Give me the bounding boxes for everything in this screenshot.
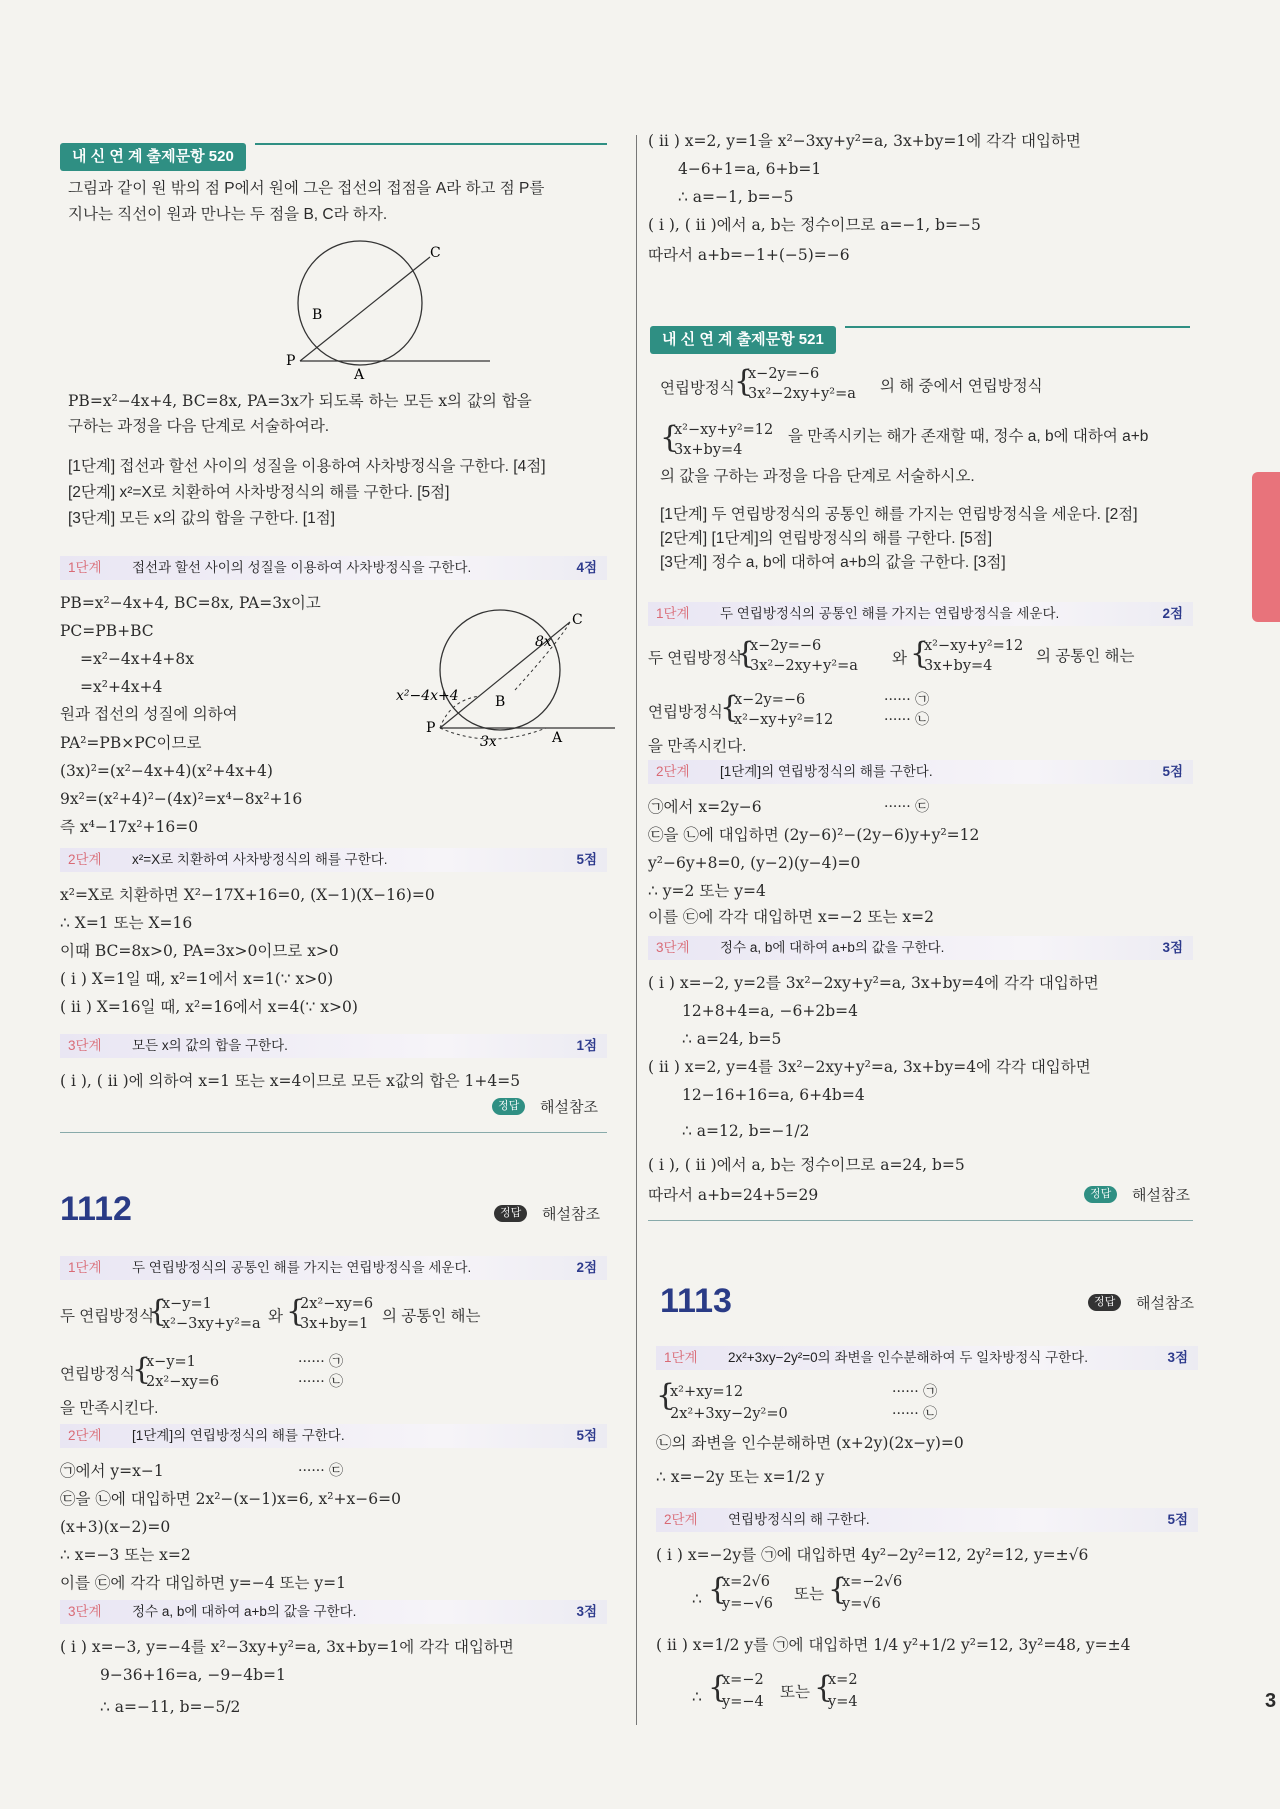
solution-line: ∴ a=−11, b=−5/2	[100, 1698, 241, 1716]
section-rule	[648, 1220, 1193, 1221]
brace: {	[734, 364, 754, 399]
step-points: 5점	[1167, 1512, 1188, 1527]
solution-line: ( ii ) X=16일 때, x²=16에서 x=4(∵ x>0)	[60, 998, 358, 1016]
step-text: 모든 x의 값의 합을 구한다.	[132, 1038, 288, 1053]
header-rule	[255, 143, 607, 145]
system-label: 연립방정식	[648, 704, 723, 721]
step-2-bar	[656, 1508, 1198, 1532]
solution-line: 즉 x⁴−17x²+16=0	[60, 818, 199, 836]
solution-line: PC=PB+BC	[60, 622, 154, 640]
eq-mark: ······ ㉠	[298, 1354, 344, 1370]
solution-line: ( ii ) x=2, y=4를 3x²−2xy+y²=a, 3x+by=4에 각각 대입하면	[648, 1058, 1091, 1076]
solution-line: ㉠에서 y=x−1	[60, 1462, 164, 1480]
solution-line: 따라서 a+b=−1+(−5)=−6	[648, 246, 850, 264]
answer-eq: x=2	[828, 1672, 858, 1688]
criteria-item: [2단계] x²=X로 치환하여 사차방정식의 해를 구한다. [5점]	[68, 484, 450, 501]
answer-badge: 정답	[1088, 1294, 1121, 1311]
brace: {	[708, 1670, 728, 1705]
step-2-bar	[60, 1424, 607, 1448]
brace: {	[132, 1352, 152, 1387]
solution-line: ㉠에서 x=2y−6	[648, 798, 762, 816]
criteria-item: [1단계] 접선과 할선 사이의 성질을 이용하여 사차방정식을 구한다. [4점]	[68, 458, 546, 475]
step-text: 정수 a, b에 대하여 a+b의 값을 구한다.	[720, 940, 945, 955]
label-3x: 3x	[480, 734, 497, 750]
solution-line: ∴ x=−3 또는 x=2	[60, 1546, 191, 1564]
step-tag: 2단계	[68, 852, 102, 867]
eq-mark: ······ ㉢	[884, 799, 930, 815]
brace: {	[148, 1294, 168, 1329]
solution-line: 따라서 a+b=24+5=29	[648, 1186, 819, 1204]
brace: {	[286, 1294, 306, 1329]
step-tag: 2단계	[68, 1428, 102, 1443]
eq-mark: ······ ㉡	[884, 712, 930, 728]
system-eq: x−2y=−6	[734, 692, 806, 708]
step-text: 두 연립방정식의 공통인 해를 가지는 연립방정식을 세운다.	[720, 606, 1060, 621]
solution-line: =x²−4x+4+8x	[80, 650, 194, 668]
system-eq: x²−xy+y²=12	[924, 638, 1024, 654]
eq-mark: ······ ㉡	[892, 1406, 938, 1422]
common-text: 의 공통인 해는	[1036, 648, 1135, 665]
label-a: A	[354, 367, 365, 383]
step-tag: 1단계	[68, 1260, 102, 1275]
solution-line: ∴ x=−2y 또는 x=1/2 y	[656, 1468, 825, 1486]
solution-line: PB=x²−4x+4, BC=8x, PA=3x이고	[60, 594, 321, 612]
problem-text: 의 값을 구하는 과정을 다음 단계로 서술하시오.	[660, 468, 975, 485]
system-eq: x−2y=−6	[748, 366, 820, 382]
step-points: 4점	[576, 560, 597, 575]
step-points: 3점	[1167, 1350, 1188, 1365]
answer-eq: x=−2	[722, 1672, 764, 1688]
answer-ref: 해설참조	[1132, 1187, 1190, 1204]
solution-line: 원과 접선의 성질에 의하여	[60, 706, 238, 723]
system-eq: x−y=1	[162, 1296, 212, 1312]
solution-line: (3x)²=(x²−4x+4)(x²+4x+4)	[60, 762, 273, 780]
solution-line: 12−16+16=a, 6+4b=4	[682, 1086, 865, 1104]
brace: {	[736, 636, 756, 671]
criteria-item: [3단계] 모든 x의 값의 합을 구한다. [1점]	[68, 510, 336, 527]
system-eq: 2x²−xy=6	[146, 1374, 220, 1390]
system-eq: 3x²−2xy+y²=a	[750, 658, 858, 674]
step-3-bar	[60, 1600, 607, 1624]
system-eq: 3x+by=1	[300, 1316, 369, 1332]
solution-line: ㉡의 좌변을 인수분해하면 (x+2y)(2x−y)=0	[656, 1434, 964, 1452]
solution-line: 이때 BC=8x>0, PA=3x>0이므로 x>0	[60, 942, 339, 960]
solution-line: ( i ) x=−2y를 ㉠에 대입하면 4y²−2y²=12, 2y²=12, y=±√6	[656, 1546, 1089, 1564]
system-eq: 3x+by=4	[924, 658, 993, 674]
system-intro: 두 연립방정식	[648, 650, 743, 667]
solution-line: ( i ), ( ii )에 의하여 x=1 또는 x=4이므로 모든 x값의 합은 1+4=5	[60, 1072, 521, 1090]
solution-line: =x²+4x+4	[80, 678, 163, 696]
solution-line: 4−6+1=a, 6+b=1	[678, 160, 822, 178]
system-eq: 3x+by=4	[674, 442, 743, 458]
step-points: 3점	[1162, 940, 1183, 955]
step-2-bar	[648, 760, 1193, 784]
solution-line: 9−36+16=a, −9−4b=1	[100, 1666, 286, 1684]
system-eq: x²−3xy+y²=a	[162, 1316, 261, 1332]
label-c: C	[430, 245, 441, 261]
solution-line: ∴ X=1 또는 X=16	[60, 914, 193, 932]
answer-eq: y=√6	[842, 1596, 881, 1612]
system-label: 연립방정식	[60, 1366, 135, 1383]
label-pb: x²−4x+4	[396, 688, 459, 704]
wa-text: 와	[892, 650, 907, 667]
solution-line: (x+3)(x−2)=0	[60, 1518, 171, 1536]
step-text: 정수 a, b에 대하여 a+b의 값을 구한다.	[132, 1604, 357, 1619]
or-text: 또는	[780, 1684, 810, 1701]
system-eq: x²−xy+y²=12	[674, 422, 774, 438]
step-1-bar	[60, 1256, 607, 1280]
eq-mark: ······ ㉠	[892, 1384, 938, 1400]
solution-line: 이를 ㉢에 각각 대입하면 x=−2 또는 x=2	[648, 908, 934, 926]
system-eq: x−2y=−6	[750, 638, 822, 654]
therefore: ∴	[692, 1688, 702, 1706]
step-tag: 2단계	[664, 1512, 698, 1527]
criteria-item: [3단계] 정수 a, b에 대하여 a+b의 값을 구한다. [3점]	[660, 554, 1006, 571]
brace: {	[660, 420, 680, 455]
brace: {	[814, 1670, 834, 1705]
solution-line: ∴ a=12, b=−1/2	[682, 1122, 810, 1140]
step-text: [1단계]의 연립방정식의 해를 구한다.	[132, 1428, 345, 1443]
label-p: P	[286, 353, 296, 369]
eq-mark: ······ ㉡	[298, 1374, 344, 1390]
brace: {	[656, 1378, 676, 1413]
solution-line: 12+8+4=a, −6+2b=4	[682, 1002, 858, 1020]
step-2-bar	[60, 848, 607, 872]
solution-line: 이를 ㉢에 각각 대입하면 y=−4 또는 y=1	[60, 1574, 346, 1592]
condition-text: PB=x²−4x+4, BC=8x, PA=3x가 되도록 하는 모든 x의 값의 합을	[68, 392, 532, 410]
system-eq: x²+xy=12	[670, 1384, 744, 1400]
step-text: 연립방정식의 해 구한다.	[728, 1512, 870, 1527]
solution-line: ( ii ) x=2, y=1을 x²−3xy+y²=a, 3x+by=1에 각각 대입하면	[648, 132, 1081, 150]
answer-ref: 해설참조	[540, 1099, 598, 1116]
system-eq: 3x²−2xy+y²=a	[748, 386, 856, 402]
solution-line: ( i ) X=1일 때, x²=1에서 x=1(∵ x>0)	[60, 970, 334, 988]
common-text: 의 공통인 해는	[382, 1308, 481, 1325]
satisfy-text: 을 만족시킨다.	[60, 1400, 159, 1417]
step-points: 5점	[576, 852, 597, 867]
step-text: [1단계]의 연립방정식의 해를 구한다.	[720, 764, 933, 779]
step-text: 접선과 할선 사이의 성질을 이용하여 사차방정식을 구한다.	[132, 560, 472, 575]
label-b: B	[312, 307, 323, 323]
answer-eq: y=4	[828, 1694, 858, 1710]
problem-number: 1113	[660, 1282, 732, 1320]
brace: {	[708, 1572, 728, 1607]
step-tag: 2단계	[656, 764, 690, 779]
step-points: 5점	[576, 1428, 597, 1443]
page-number: 3	[1265, 1690, 1277, 1712]
answer-ref: 해설참조	[1136, 1295, 1194, 1312]
problem-text: 그림과 같이 원 밖의 점 P에서 원에 그은 접선의 접점을 A라 하고 점 P를	[68, 180, 545, 197]
step-3-bar	[60, 1034, 607, 1058]
step-points: 5점	[1162, 764, 1183, 779]
therefore: ∴	[692, 1590, 702, 1608]
solution-line: ( i ) x=−3, y=−4를 x²−3xy+y²=a, 3x+by=1에 각각 대입하면	[60, 1638, 514, 1656]
solution-line: ( i ) x=−2, y=2를 3x²−2xy+y²=a, 3x+by=4에 각각 대입하면	[648, 974, 1099, 992]
wa-text: 와	[268, 1308, 283, 1325]
brace: {	[910, 636, 930, 671]
answer-eq: y=−4	[722, 1694, 764, 1710]
step-text: x²=X로 치환하여 사차방정식의 해를 구한다.	[132, 852, 388, 867]
step-tag: 1단계	[664, 1350, 698, 1365]
step-points: 2점	[1162, 606, 1183, 621]
answer-badge: 정답	[494, 1205, 527, 1222]
problem-text: 을 만족시키는 해가 존재할 때, 정수 a, b에 대하여 a+b	[788, 428, 1149, 445]
system-eq: x−y=1	[146, 1354, 196, 1370]
eq-mark: ······ ㉠	[884, 692, 930, 708]
system-intro: 두 연립방정식	[60, 1308, 155, 1325]
solution-line: x²=X로 치환하면 X²−17X+16=0, (X−1)(X−16)=0	[60, 886, 435, 904]
satisfy-text: 을 만족시킨다.	[648, 738, 747, 755]
step-tag: 3단계	[656, 940, 690, 955]
solution-line: ( ii ) x=1/2 y를 ㉠에 대입하면 1/4 y²+1/2 y²=12, 3y²=48, y=±4	[656, 1636, 1131, 1654]
system-eq: 2x²−xy=6	[300, 1296, 374, 1312]
step-1-bar	[656, 1346, 1198, 1370]
answer-badge: 정답	[1084, 1186, 1117, 1203]
step-text: 두 연립방정식의 공통인 해를 가지는 연립방정식을 세운다.	[132, 1260, 472, 1275]
answer-eq: x=2√6	[722, 1574, 771, 1590]
step-1-bar	[60, 556, 607, 580]
step-1-bar	[648, 602, 1193, 626]
label-a: A	[552, 730, 563, 746]
step-points: 1점	[576, 1038, 597, 1053]
answer-ref: 해설참조	[542, 1206, 600, 1223]
section-rule	[60, 1132, 607, 1133]
solution-line: y²−6y+8=0, (y−2)(y−4)=0	[648, 854, 861, 872]
solution-line: PA²=PB×PC이므로	[60, 734, 202, 752]
solution-line: ㉢을 ㉡에 대입하면 2x²−(x−1)x=6, x²+x−6=0	[60, 1490, 401, 1508]
system-eq: x²−xy+y²=12	[734, 712, 834, 728]
brace: {	[720, 690, 740, 725]
problem-520-header: 내 신 연 계 출제문항 520	[60, 143, 246, 171]
answer-eq: y=−√6	[722, 1596, 773, 1612]
problem-number: 1112	[60, 1190, 132, 1228]
solution-line: ∴ y=2 또는 y=4	[648, 882, 766, 900]
label-8x: 8x	[535, 634, 552, 650]
label-c: C	[572, 612, 583, 628]
label-b: B	[495, 694, 506, 710]
solution-line: ( i ), ( ii )에서 a, b는 정수이므로 a=−1, b=−5	[648, 216, 981, 234]
label-p: P	[426, 720, 436, 736]
problem-text: 연립방정식	[660, 380, 735, 397]
solution-line: ( i ), ( ii )에서 a, b는 정수이므로 a=24, b=5	[648, 1156, 965, 1174]
solution-line: ∴ a=24, b=5	[682, 1030, 782, 1048]
criteria-item: [1단계] 두 연립방정식의 공통인 해를 가지는 연립방정식을 세운다. [2점]	[660, 506, 1138, 523]
step-3-bar	[648, 936, 1193, 960]
problem-text: 지나는 직선이 원과 만나는 두 점을 B, C라 하자.	[68, 206, 388, 223]
step-points: 2점	[576, 1260, 597, 1275]
criteria-item: [2단계] [1단계]의 연립방정식의 해를 구한다. [5점]	[660, 530, 993, 547]
header-rule	[845, 326, 1190, 328]
or-text: 또는	[794, 1586, 824, 1603]
solution-line: 9x²=(x²+4)²−(4x)²=x⁴−8x²+16	[60, 790, 303, 808]
step-tag: 3단계	[68, 1604, 102, 1619]
solution-line: ∴ a=−1, b=−5	[678, 188, 794, 206]
problem-text: 의 해 중에서 연립방정식	[880, 378, 1043, 395]
circle-figure	[220, 235, 520, 385]
problem-521-header: 내 신 연 계 출제문항 521	[650, 326, 836, 354]
step-tag: 1단계	[68, 560, 102, 575]
chapter-tab	[1252, 472, 1280, 622]
annotated-circle-figure	[330, 600, 620, 750]
step-points: 3점	[576, 1604, 597, 1619]
answer-badge: 정답	[492, 1098, 525, 1115]
column-divider	[636, 135, 637, 1725]
solution-line: ㉢을 ㉡에 대입하면 (2y−6)²−(2y−6)y+y²=12	[648, 826, 980, 844]
condition-text: 구하는 과정을 다음 단계로 서술하여라.	[68, 418, 330, 435]
answer-eq: x=−2√6	[842, 1574, 903, 1590]
step-tag: 3단계	[68, 1038, 102, 1053]
system-eq: 2x²+3xy−2y²=0	[670, 1406, 788, 1422]
brace: {	[828, 1572, 848, 1607]
step-text: 2x²+3xy−2y²=0의 좌변을 인수분해하여 두 일차방정식 구한다.	[728, 1350, 1088, 1365]
eq-mark: ······ ㉢	[298, 1463, 344, 1479]
step-tag: 1단계	[656, 606, 690, 621]
